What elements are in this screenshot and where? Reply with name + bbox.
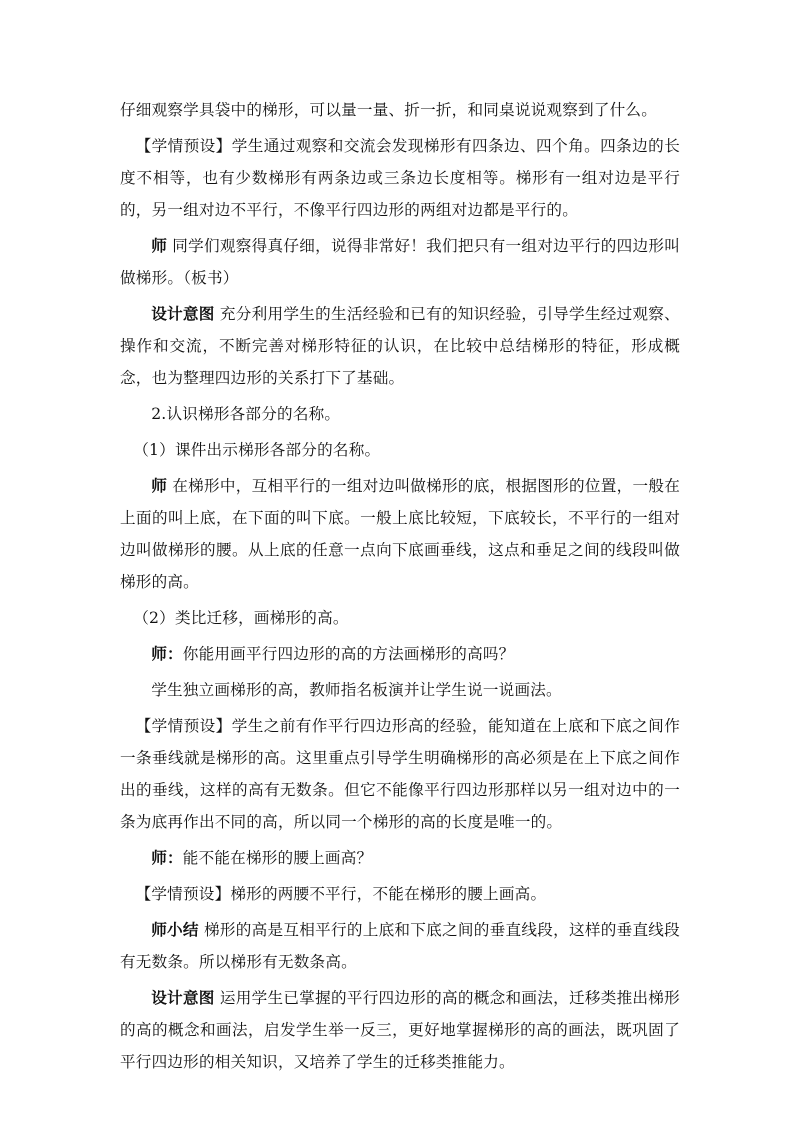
paragraph-teacher-2 [120, 470, 680, 598]
paragraph-text: 仔细观察学具袋中的梯形，可以量一量、折一折，和同桌说说观察到了什么。 [120, 101, 657, 119]
design-intent-label: 设计意图 [151, 989, 215, 1007]
speaker-label: 师： [151, 849, 183, 867]
paragraph-teacher-1 [120, 230, 680, 294]
document-page [120, 94, 680, 1082]
speaker-label: 师 [151, 477, 168, 495]
paragraph-text: 【学情预设】梯形的两腰不平行，不能在梯形的腰上画高。 [135, 885, 547, 903]
speaker-label: 师 [151, 237, 168, 255]
paragraph-text: （1）课件出示梯形各部分的名称。 [133, 441, 381, 459]
paragraph-text: 【学情预设】学生之前有作平行四边形高的经验，能知道在上底和下底之间作一条垂线就是梯形的高。这里重点引导学生明确梯形的高必须是在上下底之间作出的垂线，这样的高有无数条。但它不能像平行四边形那样以另一组对边中的一条为底再作出不同的高，所以同一个梯形的高的长度是唯一的。 [120, 717, 680, 831]
paragraph-text: 【学情预设】学生通过观察和交流会发现梯形有四条边、四个角。四条边的长度不相等，也有少数梯形有两条边或三条边长度相等。梯形有一组对边是平行的，另一组对边不平行，不像平行四边形的两组对边都是平行的。 [120, 137, 680, 219]
speaker-label: 师： [151, 645, 183, 663]
paragraph-text: 能不能在梯形的腰上画高？ [182, 849, 373, 867]
paragraph-text: （2）类比迁移，画梯形的高。 [133, 609, 349, 627]
paragraph-teacher-3 [120, 638, 680, 670]
paragraph-step-1 [120, 434, 680, 466]
paragraph-observe [120, 94, 680, 126]
speaker-label: 师小结 [151, 921, 199, 939]
paragraph-text: 在梯形中，互相平行的一组对边叫做梯形的底，根据图形的位置，一般在上面的叫上底，在下面的叫下底。一般上底比较短，下底较长，不平行的一组对边叫做梯形的腰。从上底的任意一点向下底画垂线，这点和垂足之间的线段叫做梯形的高。 [120, 477, 680, 591]
paragraph-text: 学生独立画梯形的高，教师指名板演并让学生说一说画法。 [151, 681, 562, 699]
paragraph-text: 运用学生已掌握的平行四边形的高的概念和画法，迁移类推出梯形的高的概念和画法，启发学生举一反三，更好地掌握梯形的高的画法，既巩固了平行四边形的相关知识，又培养了学生的迁移类推能力。 [120, 989, 680, 1071]
paragraph-design-intent-1 [120, 298, 680, 394]
paragraph-text: 充分利用学生的生活经验和已有的知识经验，引导学生经过观察、操作和交流，不断完善对梯形特征的认识，在比较中总结梯形的特征，形成概念，也为整理四边形的关系打下了基础。 [120, 305, 680, 387]
paragraph-step-2 [120, 602, 680, 634]
paragraph-design-intent-2 [120, 982, 680, 1078]
paragraph-teacher-4 [120, 842, 680, 874]
design-intent-label: 设计意图 [151, 305, 215, 323]
paragraph-student-preset-2 [120, 710, 680, 838]
paragraph-text: 你能用画平行四边形的高的方法画梯形的高吗？ [182, 645, 515, 663]
paragraph-text: 梯形的高是互相平行的上底和下底之间的垂直线段，这样的垂直线段有无数条。所以梯形有无数条高。 [120, 921, 680, 971]
paragraph-section-heading [120, 398, 680, 430]
paragraph-student-preset-1 [120, 130, 680, 226]
paragraph-text: 同学们观察得真仔细，说得非常好！我们把只有一组对边平行的四边形叫做梯形。（板书） [120, 237, 680, 287]
paragraph-student-preset-3 [120, 878, 680, 910]
paragraph-student-activity [120, 674, 680, 706]
paragraph-teacher-summary [120, 914, 680, 978]
paragraph-text: 2.认识梯形各部分的名称。 [151, 405, 341, 423]
